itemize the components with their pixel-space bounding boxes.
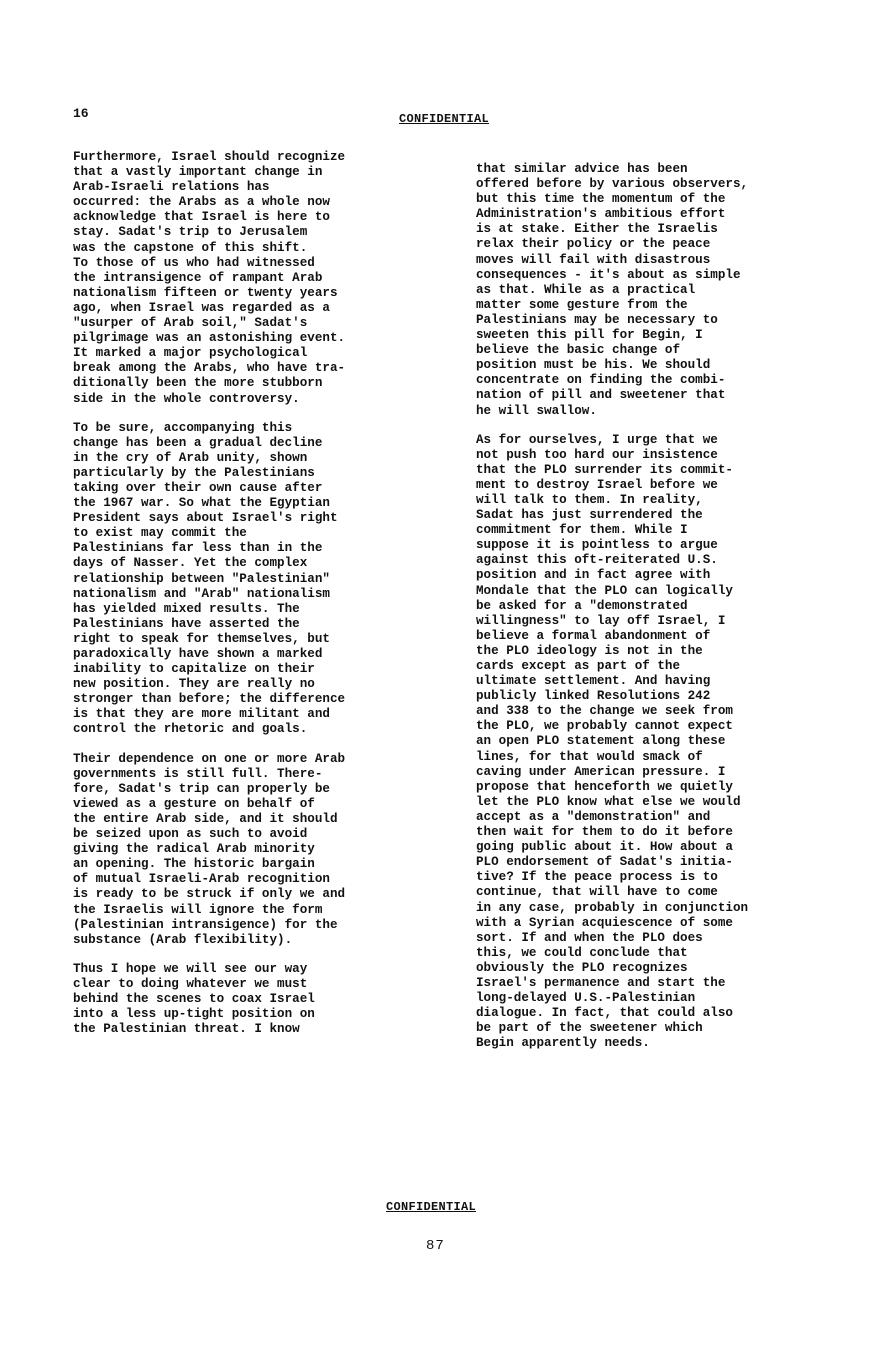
page-number-bottom: 87 — [426, 1238, 445, 1254]
classification-footer: CONFIDENTIAL — [386, 1200, 477, 1214]
left-paragraph-1: Furthermore, Israel should recognize that a vastly important change in Arab-Israeli relations has occurred: the Arabs as a whole now acknowledge that Israel is here to stay. Sadat's trip to Jerusalem was the capstone of this shift. To those of us who had witnessed the intransigence of rampant Arab nationalism fifteen or twenty years ago, when Israel was regarded as a "usurper of Arab soil," Sadat's pilgrimage was an astonishing event. It marked a major psychological break among the Arabs, who have tra- ditionally been the more stubborn side in the whole controversy. — [73, 150, 346, 406]
left-paragraph-2: To be sure, accompanying this change has been a gradual decline in the cry of Arab unity, shown particularly by the Palestinians taking over their own cause after the 1967 war. So what the Egyptian President says about Israel's right to exist may commit the Palestinians far less than in the days of Nasser. Yet the complex relationship between "Palestinian" nationalism and "Arab" nationalism has yielded mixed results. The Palestinians have asserted the right to speak for themselves, but paradoxically have shown a marked inability to capitalize on their new position. They are really no stronger than before; the difference is that they are more militant and control the rhetoric and goals. — [73, 420, 346, 737]
left-paragraph-3: Their dependence on one or more Arab governments is still full. There- fore, Sadat's trip can properly be viewed as a gesture on behalf of the entire Arab side, and it should be seized upon as such to avoid giving the radical Arab minority an opening. The historic bargain of mutual Israeli-Arab recognition is ready to be struck if only we and the Israelis will ignore the form (Palestinian intransigence) for the substance (Arab flexibility). — [73, 751, 346, 947]
left-column — [73, 150, 451, 1051]
page-number-top: 16 — [73, 106, 89, 121]
right-paragraph-2: As for ourselves, I urge that we not push too hard our insistence that the PLO surrender its commit- ment to destroy Israel before we will talk to them. In reality, Sadat has just surrendered the commitment for them. While I suppose it is pointless to argue against this oft-reiterated U.S. position and in fact agree with Mondale that the PLO can logically be asked for a "demonstrated willingness" to lay off Israel, I believe a formal abandonment of the PLO ideology is not in the cards except as part of the ultimate settlement. And having publicly linked Resolutions 242 and 338 to the change we seek from the PLO, we probably cannot expect an open PLO statement along these lines, for that would smack of caving under American pressure. I propose that henceforth we quietly let the PLO know what else we would accept as a "demonstration" and then wait for them to do it before going public about it. How about a PLO endorsement of Sadat's initia- tive? If the peace process is to continue, that will have to come in any case, probably in conjunction with a Syrian acquiescence of some sort. If and when the PLO does this, we could conclude that obviously the PLO recognizes Israel's permanence and start the long-delayed U.S.-Palestinian dialogue. In fact, that could also be part of the sweetener which Begin apparently needs. — [476, 432, 749, 1051]
right-paragraph-1: that similar advice has been offered before by various observers, but this time the momentum of the Administration's ambitious effort is at stake. Either the Israelis relax their policy or the peace moves will fail with disastrous consequences - it's about as simple as that. While as a practical matter some gesture from the Palestinians may be necessary to sweeten this pill for Begin, I believe the basic change of position must be his. We should concentrate on finding the combi- nation of pill and sweetener that he will swallow. — [476, 162, 749, 418]
left-paragraph-4: Thus I hope we will see our way clear to doing whatever we must behind the scenes to coax Israel into a less up-tight position on the Palestinian threat. I know — [73, 961, 315, 1037]
classification-header: CONFIDENTIAL — [399, 112, 490, 126]
right-column — [476, 162, 846, 1065]
